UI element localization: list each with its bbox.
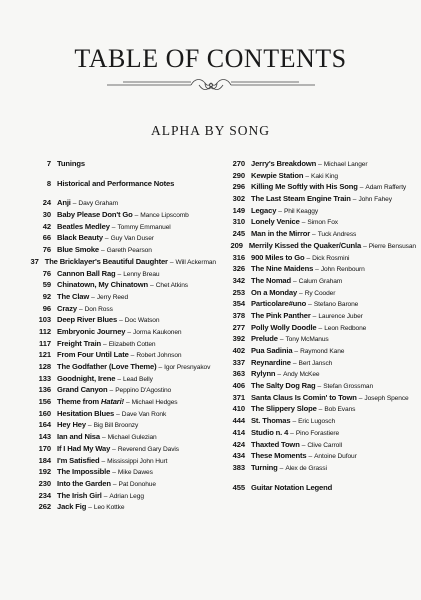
song-title: Jack Fig (57, 502, 87, 512)
toc-entry (220, 275, 416, 287)
separator-dash: – (130, 352, 135, 360)
separator-dash: – (294, 348, 299, 355)
page-number: 117 (39, 338, 51, 348)
artist-name: Mike Dawes (117, 469, 153, 477)
page-number: 302 (232, 194, 245, 204)
separator-dash: – (278, 207, 282, 215)
separator-dash: – (318, 406, 323, 414)
separator-dash: – (352, 196, 357, 204)
separator-dash: – (78, 305, 83, 313)
page-number: 103 (38, 315, 51, 325)
toc-entry (26, 384, 216, 396)
page-number: 424 (232, 439, 245, 449)
separator-dash: – (279, 464, 284, 472)
toc-entry (220, 158, 416, 170)
separator-dash: – (315, 266, 319, 274)
song-title: Chinatown, My Chinatown (57, 280, 149, 290)
song-title: Pua Sadinia (251, 346, 293, 355)
artist-name: Guy Van Duser (110, 235, 154, 243)
toc-entry (26, 431, 216, 443)
toc-entry (26, 232, 216, 244)
song-title: The Salty Dog Rag (251, 381, 316, 391)
separator-dash: – (363, 242, 367, 250)
page-number: 245 (232, 229, 245, 239)
page-number: 253 (232, 287, 245, 297)
separator-dash: – (150, 282, 154, 290)
artist-name: Clive Carroll (307, 441, 342, 449)
toc-entry (26, 396, 216, 408)
separator-dash: – (312, 312, 317, 320)
toc-entry (220, 322, 416, 334)
song-title: Crazy (57, 303, 77, 313)
song-title: Legacy (251, 205, 277, 215)
toc-entry (26, 303, 216, 315)
artist-name: Simon Fox (307, 219, 338, 227)
song-title: The Godfather (Love Theme) (57, 362, 157, 371)
artist-name: Phil Keaggy (283, 207, 319, 215)
toc-column-right (220, 158, 416, 493)
artist-name: Michael Gulezian (107, 434, 157, 442)
page-number: 170 (38, 443, 51, 453)
page-number: 184 (38, 455, 51, 465)
toc-entry (220, 310, 416, 322)
artist-name: Elizabeth Cotten (108, 340, 156, 348)
toc-entry (26, 478, 216, 490)
toc-entry (26, 244, 216, 256)
separator-dash: – (112, 445, 116, 453)
toc-entry (220, 287, 416, 299)
song-title: 900 Miles to Go (251, 252, 305, 262)
artist-name: Andy McKee (283, 371, 320, 379)
page-number: 76 (42, 268, 51, 278)
song-title: Particolare#uno (251, 299, 307, 309)
page-number: 209 (230, 240, 243, 250)
toc-entry (220, 415, 416, 427)
song-title: Theme from Hatari! (57, 397, 124, 407)
section-subtitle: ALPHA BY SONG (150, 123, 271, 138)
separator-dash: – (308, 453, 313, 461)
song-title: Killing Me Softly with His Song (251, 182, 358, 192)
separator-dash: – (101, 457, 106, 465)
separator-dash: – (299, 289, 303, 297)
page-number: 230 (38, 478, 51, 488)
artist-name: Michael Hedges (131, 399, 178, 407)
song-title: Turning (251, 462, 278, 472)
page-number: 326 (232, 264, 245, 274)
page-number: 406 (232, 381, 245, 391)
song-title: Prelude (251, 334, 278, 344)
page-number: 42 (42, 221, 51, 231)
toc-entry (26, 419, 216, 431)
toc-entry (26, 221, 216, 233)
page-number: 363 (232, 369, 245, 379)
page-number: 24 (42, 198, 51, 208)
page-number: 133 (38, 373, 51, 383)
page-number: 30 (42, 210, 51, 220)
page-number: 8 (46, 178, 51, 188)
song-title: Blue Smoke (57, 245, 99, 255)
artist-name: Igor Presnyakov (164, 364, 211, 371)
artist-name: Jorma Kaukonen (133, 328, 182, 336)
separator-dash: – (318, 161, 322, 168)
page-number: 92 (42, 291, 51, 301)
artist-name: Laurence Juber (318, 312, 363, 320)
artist-name: Big Bill Broonzy (93, 422, 139, 430)
separator-dash: – (127, 328, 132, 336)
artist-name: Stefano Barone (313, 301, 359, 309)
artist-name: Antoine Dufour (314, 453, 357, 461)
page-number: 354 (232, 299, 245, 309)
artist-name: Davy Graham (78, 200, 118, 208)
song-title: Polly Wolly Doodle (251, 322, 317, 332)
toc-entry (26, 268, 216, 280)
page-number: 128 (38, 362, 51, 371)
song-title: From Four Until Late (57, 350, 129, 360)
page-number: 296 (232, 182, 245, 192)
page-number: 342 (232, 275, 245, 285)
toc-entry (220, 392, 416, 404)
toc-entry (26, 349, 216, 361)
toc-entry (220, 252, 416, 264)
separator-dash: – (279, 336, 284, 344)
song-title: Hey Hey (57, 420, 86, 430)
page-number: 76 (42, 245, 51, 255)
separator-dash: – (290, 429, 294, 437)
song-title: Guitar Notation Legend (251, 482, 333, 492)
artist-name: Mance Lipscomb (140, 212, 189, 220)
page-number: 455 (232, 482, 245, 492)
page-number: 160 (38, 408, 51, 418)
page-number: 434 (232, 451, 245, 461)
toc-entry (220, 380, 416, 392)
toc-entry (26, 490, 216, 502)
toc-entry (220, 193, 416, 205)
separator-dash: – (293, 277, 297, 285)
separator-dash: – (125, 399, 130, 407)
song-title: The Slippery Slope (251, 404, 317, 414)
artist-name: Dave Van Ronk (121, 410, 167, 418)
page-number: 392 (232, 334, 245, 344)
separator-dash: – (112, 469, 116, 477)
separator-dash: – (104, 235, 109, 243)
page-number: 371 (232, 392, 245, 402)
toc-entry (26, 361, 216, 373)
toc-entry (220, 181, 416, 193)
song-title: If I Had My Way (57, 443, 111, 453)
artist-name: Stefan Grossman (323, 383, 374, 391)
song-title: Cannon Ball Rag (57, 268, 116, 278)
page-number: 410 (232, 404, 245, 414)
song-title: St. Thomas (251, 416, 291, 426)
toc-entry (220, 345, 416, 357)
song-title: The Claw (57, 291, 90, 301)
artist-name: Pat Donohue (118, 480, 156, 488)
artist-name: Bert Jansch (298, 359, 333, 367)
artist-name: Jerry Reed (96, 293, 129, 301)
toc-entry (220, 403, 416, 415)
artist-name: Gareth Pearson (106, 247, 152, 255)
page-number: 143 (38, 432, 51, 442)
page-number: 378 (232, 310, 245, 320)
page-number: 290 (232, 170, 245, 180)
page-number: 59 (42, 280, 51, 290)
page-number: 192 (38, 467, 51, 477)
song-title: These Moments (251, 451, 307, 461)
page-title: TABLE OF CONTENTS (74, 44, 347, 73)
toc-entry (26, 338, 216, 350)
song-title: The Irish Girl (57, 490, 102, 500)
toc-entry (220, 439, 416, 451)
separator-dash: – (103, 492, 108, 500)
separator-dash: – (305, 172, 310, 180)
song-title: On a Monday (251, 287, 298, 297)
separator-dash: – (158, 364, 163, 371)
separator-dash: – (312, 231, 316, 239)
page-number: 402 (232, 346, 245, 355)
separator-dash: – (116, 410, 120, 418)
song-title: Goodnight, Irene (57, 373, 116, 383)
toc-entry (220, 450, 416, 462)
artist-name: Robert Johnson (136, 352, 182, 360)
song-title: Embryonic Journey (57, 326, 126, 336)
artist-name: Calum Graham (298, 277, 343, 285)
song-title: Jerry's Breakdown (251, 159, 317, 168)
song-title: The Bricklayer's Beautiful Daughter (44, 256, 168, 266)
song-title: Deep River Blues (57, 315, 118, 325)
toc-entry (26, 443, 216, 455)
song-title: Studio n. 4 (251, 427, 289, 437)
artist-name: Adam Rafferty (365, 184, 407, 192)
toc-entry (26, 291, 216, 303)
toc-entry (26, 455, 216, 467)
separator-dash: – (117, 375, 122, 383)
artist-name: Ry Cooder (304, 289, 336, 297)
artist-name: Leo Kottke (93, 504, 125, 512)
page-number: 270 (232, 159, 245, 168)
toc-entry (220, 482, 416, 494)
separator-dash: – (359, 184, 364, 192)
artist-name: Leon Redbone (324, 324, 367, 332)
separator-dash: – (301, 219, 306, 227)
song-title: Lonely Venice (251, 217, 300, 227)
separator-dash: – (308, 301, 312, 309)
artist-name: Doc Watson (124, 317, 160, 325)
toc-entry (26, 178, 216, 190)
song-title: The Pink Panther (251, 310, 311, 320)
song-title: Historical and Performance Notes (57, 178, 175, 188)
artist-name: Tuck Andress (317, 231, 357, 239)
song-title: Freight Train (57, 338, 102, 348)
separator-dash: – (87, 422, 92, 430)
artist-name: Dick Rosmini (312, 254, 350, 262)
song-title: Merrily Kissed the Quaker/Cunla (248, 240, 362, 250)
page-number: 164 (38, 420, 51, 430)
page-number: 316 (232, 252, 245, 262)
separator-dash: – (119, 317, 123, 325)
artist-name: Alex de Grassi (285, 464, 327, 472)
toc-entry (26, 373, 216, 385)
page-number: 136 (38, 385, 51, 395)
song-title: Anji (57, 198, 71, 208)
artist-name: Don Ross (84, 305, 113, 313)
song-title: The Nomad (251, 275, 291, 285)
page-number: 234 (38, 490, 51, 500)
song-title: Reynardine (251, 357, 291, 367)
page-number: 277 (232, 322, 245, 332)
page-number: 112 (39, 326, 51, 336)
separator-dash: – (358, 394, 363, 402)
song-title: Kewpie Station (251, 170, 304, 180)
toc-entry (220, 333, 416, 345)
separator-dash: – (134, 212, 139, 220)
separator-dash: – (91, 293, 95, 301)
page-number: 121 (38, 350, 51, 360)
page-number: 414 (232, 427, 245, 437)
artist-name: Will Ackerman (175, 258, 216, 266)
song-title: The Last Steam Engine Train (251, 194, 351, 204)
toc-entry (26, 314, 216, 326)
artist-name: Chet Atkins (155, 282, 188, 290)
artist-name: Mississippi John Hurt (107, 457, 168, 465)
artist-name: Pierre Bensusan (368, 242, 416, 250)
separator-dash: – (318, 324, 323, 332)
song-title: Rylynn (251, 369, 276, 379)
toc-entry (220, 228, 416, 240)
separator-dash: – (317, 383, 322, 391)
artist-name: Tony McManus (285, 336, 329, 344)
artist-name: Tommy Emmanuel (117, 223, 171, 231)
ornament-divider-icon (105, 74, 317, 96)
page-number: 262 (38, 502, 51, 512)
page-number: 37 (30, 256, 39, 266)
toc-entry (26, 466, 216, 478)
song-title: The Nine Maidens (251, 264, 314, 274)
page-number: 149 (232, 205, 245, 215)
separator-dash: – (306, 254, 311, 262)
toc-entry (26, 279, 216, 291)
artist-name: Joseph Spence (364, 394, 409, 402)
toc-entry (26, 158, 216, 170)
artist-name: Kaki King (311, 172, 338, 180)
toc-entry (26, 209, 216, 221)
song-title: Man in the Mirror (251, 229, 311, 239)
artist-name: Peppino D'Agostino (115, 387, 172, 395)
page-number: 96 (42, 303, 51, 313)
song-title: Grand Canyon (57, 385, 108, 395)
song-title: Ian and Nisa (57, 432, 100, 442)
separator-dash: – (100, 247, 105, 255)
song-title: Hesitation Blues (57, 408, 115, 418)
song-title: Baby Please Don't Go (57, 210, 133, 220)
artist-name: Lead Belly (123, 375, 153, 383)
artist-name: Raymond Kane (300, 348, 345, 355)
toc-entry (220, 263, 416, 275)
page-number: 66 (42, 233, 51, 243)
page-number: 383 (232, 462, 245, 472)
song-title: I'm Satisfied (57, 455, 100, 465)
toc-entry (220, 462, 416, 474)
separator-dash: – (109, 387, 114, 395)
separator-dash: – (112, 480, 117, 488)
song-title: Beatles Medley (57, 221, 110, 231)
toc-entry (26, 408, 216, 420)
separator-dash: – (101, 434, 106, 442)
song-title: Black Beauty (57, 233, 103, 243)
separator-dash: – (277, 371, 282, 379)
page-number: 337 (232, 357, 245, 367)
toc-entry (220, 298, 416, 310)
artist-name: Pino Forastiere (295, 429, 340, 437)
artist-name: Adrian Legg (109, 492, 144, 500)
page-number: 444 (232, 416, 245, 426)
artist-name: John Renbourn (320, 266, 365, 274)
song-title: The Impossible (57, 467, 111, 477)
separator-dash: – (292, 359, 297, 367)
artist-name: John Fahey (358, 196, 392, 204)
toc-entry (26, 326, 216, 338)
separator-dash: – (301, 441, 306, 449)
toc-entry (220, 357, 416, 369)
song-title: Thaxted Town (251, 439, 300, 449)
separator-dash: – (117, 270, 122, 278)
page-number: 156 (38, 397, 51, 407)
toc-column-left (26, 158, 216, 513)
song-title: Tunings (57, 159, 85, 168)
artist-name: Michael Langer (323, 161, 368, 168)
separator-dash: – (103, 340, 107, 348)
artist-name: Eric Lugosch (298, 418, 336, 426)
artist-name: Bob Evans (324, 406, 356, 414)
separator-dash: – (169, 258, 174, 266)
song-title: Into the Garden (57, 478, 111, 488)
artist-name: Reverend Gary Davis (117, 445, 179, 453)
separator-dash: – (88, 504, 92, 512)
toc-entry (220, 427, 416, 439)
toc-entry (220, 170, 416, 182)
toc-entry (26, 501, 216, 513)
page-number: 7 (46, 159, 51, 168)
separator-dash: – (111, 223, 116, 231)
separator-dash: – (72, 200, 77, 208)
song-title: Santa Claus Is Comin' to Town (251, 392, 357, 402)
toc-entry (26, 197, 216, 209)
artist-name: Lenny Breau (123, 270, 160, 278)
toc-entry (220, 216, 416, 228)
page-number: 310 (232, 217, 245, 227)
toc-entry (26, 256, 216, 268)
toc-entry (220, 240, 416, 252)
toc-entry (220, 368, 416, 380)
separator-dash: – (292, 418, 297, 426)
toc-entry (220, 205, 416, 217)
